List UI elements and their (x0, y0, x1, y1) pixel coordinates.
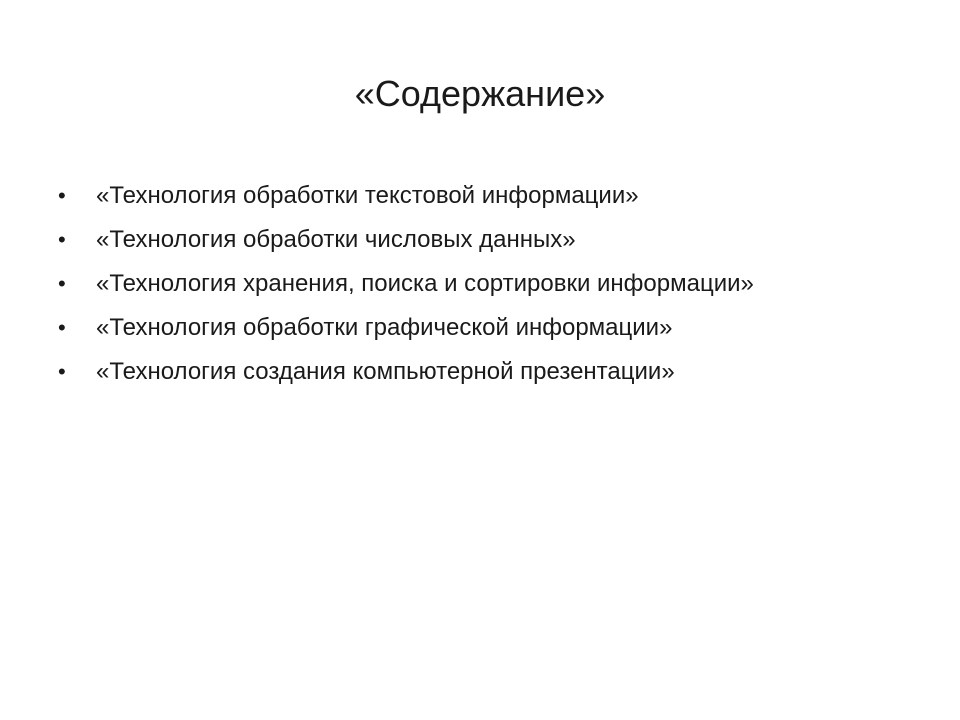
bullet-icon: • (58, 359, 66, 384)
list-item-text: «Технология создания компьютерной презентации» (96, 358, 675, 385)
bullet-icon: • (58, 315, 66, 340)
bullet-icon: • (58, 227, 66, 252)
bullet-icon: • (58, 183, 66, 208)
list-item (58, 262, 918, 306)
list-item (58, 350, 918, 394)
list-item-text: «Технология обработки текстовой информации» (96, 182, 639, 209)
list-item (58, 174, 918, 218)
list-item (58, 218, 918, 262)
bullet-icon: • (58, 271, 66, 296)
bullet-list (58, 174, 918, 394)
list-item (58, 306, 918, 350)
list-item-text: «Технология обработки числовых данных» (96, 226, 576, 253)
list-item-text: «Технология хранения, поиска и сортировки информации» (96, 270, 754, 297)
slide-title: «Содержание» (354, 73, 606, 114)
list-item-text: «Технология обработки графической информации» (96, 314, 673, 341)
